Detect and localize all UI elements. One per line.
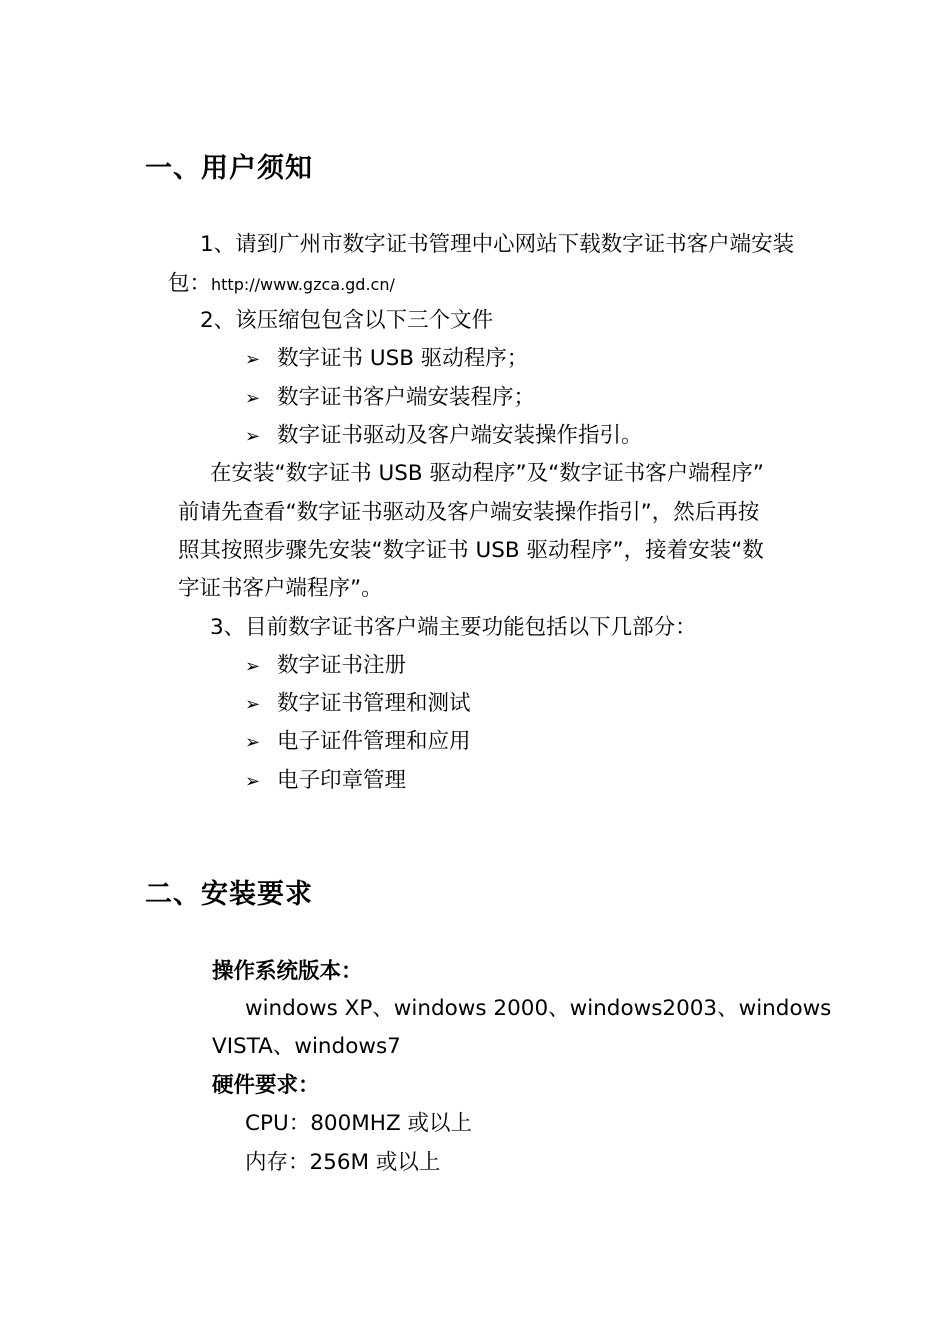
hardware-label: 硬件要求：	[212, 1073, 320, 1098]
paragraph-line: 在安装“数字证书 USB 驱动程序”及“数字证书客户端程序”	[210, 461, 764, 486]
cpu-requirement: CPU：800MHZ 或以上	[245, 1111, 473, 1136]
list-item	[245, 422, 643, 451]
item-1-text: 1、请到广州市数字证书管理中心网站下载数字证书客户端安装	[200, 232, 795, 257]
arrow-bullet-icon: ➢	[245, 771, 261, 792]
list-item	[245, 384, 535, 413]
os-list-line: windows XP、windows 2000、windows2003、windows	[245, 996, 832, 1021]
list-item-label: 电子印章管理	[277, 768, 407, 793]
list-item-label: 数字证书 USB 驱动程序；	[277, 346, 529, 371]
list-item-label: 数字证书注册	[277, 653, 407, 678]
item-1-prefix: 包：	[168, 271, 212, 296]
item-2-text: 2、该压缩包包含以下三个文件	[200, 308, 494, 333]
list-item	[245, 728, 471, 757]
memory-requirement: 内存：256M 或以上	[245, 1150, 441, 1175]
list-item-label: 数字证书管理和测试	[277, 691, 471, 716]
item-1-continuation	[168, 270, 395, 299]
list-item-label: 数字证书驱动及客户端安装操作指引。	[277, 423, 643, 448]
list-item-label: 数字证书客户端安装程序；	[277, 385, 536, 410]
arrow-bullet-icon: ➢	[245, 656, 261, 677]
list-item-label: 电子证件管理和应用	[277, 729, 471, 754]
arrow-bullet-icon: ➢	[245, 694, 261, 715]
paragraph-line: 照其按照步骤先安装“数字证书 USB 驱动程序”，接着安装“数	[178, 538, 764, 563]
arrow-bullet-icon: ➢	[245, 388, 261, 409]
arrow-bullet-icon: ➢	[245, 349, 261, 370]
paragraph-line: 前请先查看“数字证书驱动及客户端安装操作指引”，然后再按	[178, 500, 760, 525]
download-url-link[interactable]: http://www.gzca.gd.cn/	[211, 275, 395, 294]
list-item	[245, 345, 528, 374]
list-item	[245, 767, 406, 796]
os-list-line: VISTA、windows7	[212, 1034, 401, 1059]
section-2-heading: 二、安装要求	[145, 879, 313, 910]
section-1-heading: 一、用户须知	[145, 153, 313, 184]
item-3-text: 3、目前数字证书客户端主要功能包括以下几部分：	[210, 615, 697, 640]
arrow-bullet-icon: ➢	[245, 732, 261, 753]
paragraph-line: 字证书客户端程序”。	[178, 576, 383, 601]
os-version-label: 操作系统版本：	[212, 959, 363, 984]
list-item	[245, 690, 471, 719]
arrow-bullet-icon: ➢	[245, 426, 261, 447]
list-item	[245, 652, 406, 681]
